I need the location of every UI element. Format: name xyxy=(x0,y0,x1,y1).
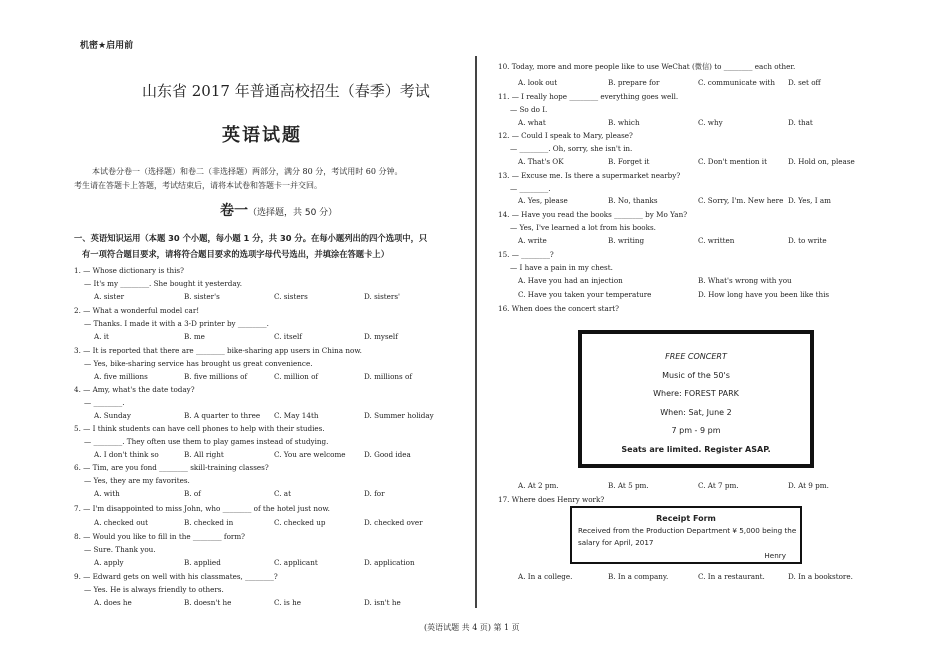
option-d: D. Good idea xyxy=(364,450,411,459)
question-13-line-1: 13. — Excuse me. Is there a supermarket nearby? xyxy=(498,171,681,180)
question-6-line-1: 6. — Tim, are you fond ________ skill-training classes? xyxy=(74,463,269,472)
question-12-line-2: — ________. Oh, sorry, she isn't in. xyxy=(510,144,633,154)
question-14-line-1: 14. — Have you read the books ________ by Mo Yan? xyxy=(498,210,688,219)
question-9-line-2: — Yes. He is always friendly to others. xyxy=(84,585,224,595)
option-c: C. In a restaurant. xyxy=(698,572,765,581)
option-c: C. written xyxy=(698,236,735,245)
option-d: D. checked over xyxy=(364,518,423,527)
option-c: C. Sorry, I'm. New here xyxy=(698,196,784,205)
question-14 xyxy=(498,208,687,234)
question-15-line-2: — I have a pain in my chest. xyxy=(510,263,613,273)
question-6 xyxy=(74,461,269,487)
question-3 xyxy=(74,344,362,370)
receipt-form xyxy=(570,506,802,564)
question-7 xyxy=(74,502,330,515)
option-a: A. what xyxy=(518,118,546,127)
question-1-line-1: 1. — Whose dictionary is this? xyxy=(74,266,184,275)
option-c: C. Have you taken your temperature xyxy=(518,290,652,299)
notice-seats: Seats are limited. Register ASAP. xyxy=(621,444,771,454)
option-d: D. Summer holiday xyxy=(364,411,434,420)
concert-notice xyxy=(578,330,814,468)
question-8 xyxy=(74,530,245,556)
option-b: B. sister's xyxy=(184,292,220,301)
question-8-line-2: — Sure. Thank you. xyxy=(84,545,156,555)
question-16: 16. When does the concert start? xyxy=(498,304,620,313)
option-a: A. look out xyxy=(518,78,558,87)
question-12-line-1: 12. — Could I speak to Mary, please? xyxy=(498,131,633,140)
column-divider xyxy=(475,56,477,608)
option-c: C. At 7 pm. xyxy=(698,481,739,490)
option-c: C. checked up xyxy=(274,518,326,527)
option-b: B. At 5 pm. xyxy=(608,481,649,490)
option-a: A. That's OK xyxy=(518,157,564,166)
question-3-line-1: 3. — It is reported that there are ________ bike-sharing app users in China now. xyxy=(74,346,362,355)
option-c: C. at xyxy=(274,489,291,498)
page-footer: (英语试题 共 4 页) 第 1 页 xyxy=(424,623,520,632)
subject-title: 英语试题 xyxy=(222,125,302,146)
option-d: D. myself xyxy=(364,332,398,341)
notice-time: 7 pm - 9 pm xyxy=(671,426,721,435)
option-c: C. communicate with xyxy=(698,78,776,87)
option-b: B. five millions of xyxy=(184,372,248,381)
question-10 xyxy=(498,60,795,73)
option-c: C. You are welcome xyxy=(274,450,346,459)
option-b: B. checked in xyxy=(184,518,234,527)
notice-where: Where: FOREST PARK xyxy=(653,389,739,398)
question-6-line-2: — Yes, they are my favorites. xyxy=(84,476,190,486)
question-17: 17. Where does Henry work? xyxy=(498,495,605,504)
question-12 xyxy=(498,129,633,155)
receipt-line-2: salary for April, 2017 xyxy=(578,538,654,547)
question-7-line-1: 7. — I'm disappointed to miss John, who ________ of the hotel just now. xyxy=(74,504,330,513)
section-title-line-1: 一、英语知识运用（本题 30 个小题，每小题 1 分，共 30 分。在每小题列出的四个选项中，只 xyxy=(74,233,428,243)
question-5 xyxy=(74,422,328,448)
option-b: B. which xyxy=(608,118,640,127)
question-14-line-2: — Yes, I've learned a lot from his books. xyxy=(510,223,656,233)
receipt-signer: Henry xyxy=(764,551,786,560)
option-b: B. All right xyxy=(184,450,224,459)
notice-music: Music of the 50's xyxy=(662,370,730,380)
confidential-label: 机密★启用前 xyxy=(80,41,134,51)
question-10-line-1: 10. Today, more and more people like to use WeChat (微信) to ________ each other. xyxy=(498,62,796,71)
option-a: A. with xyxy=(94,489,120,498)
option-a: A. checked out xyxy=(94,518,149,527)
option-b: B. A quarter to three xyxy=(184,411,261,420)
question-13 xyxy=(498,169,680,195)
question-15 xyxy=(498,248,613,274)
notice-title: FREE CONCERT xyxy=(665,352,727,361)
question-4 xyxy=(74,383,195,409)
option-c: C. sisters xyxy=(274,292,308,301)
option-b: B. Forget it xyxy=(608,157,650,166)
option-b: B. In a company. xyxy=(608,572,669,581)
question-9-line-1: 9. — Edward gets on well with his classmates, ________? xyxy=(74,572,278,581)
option-a: A. write xyxy=(518,236,547,245)
question-13-line-2: — ________. xyxy=(510,184,551,194)
option-c: C. million of xyxy=(274,372,319,381)
question-1 xyxy=(74,264,242,290)
option-a: A. sister xyxy=(94,292,125,301)
option-d: D. millions of xyxy=(364,372,413,381)
option-b: B. writing xyxy=(608,236,645,245)
question-2 xyxy=(74,304,269,330)
option-a: A. five millions xyxy=(94,372,148,381)
option-a: A. does he xyxy=(94,598,132,607)
option-b: B. me xyxy=(184,332,205,341)
question-2-line-1: 2. — What a wonderful model car! xyxy=(74,306,200,315)
option-a: A. apply xyxy=(94,558,124,567)
question-3-line-2: — Yes, bike-sharing service has brought us great convenience. xyxy=(84,359,313,369)
instructions-line-1: 本试卷分卷一（选择题）和卷二（非选择题）两部分，满分 80 分，考试用时 60 分钟。 xyxy=(92,167,403,176)
option-c: C. applicant xyxy=(274,558,318,567)
option-b: B. of xyxy=(184,489,201,498)
question-9 xyxy=(74,570,278,596)
option-a: A. In a college. xyxy=(518,572,573,581)
question-5-line-2: — ________. They often use them to play games instead of studying. xyxy=(84,437,329,447)
option-d: D. In a bookstore. xyxy=(788,572,853,581)
option-b: B. What's wrong with you xyxy=(698,276,792,285)
option-d: D. How long have you been like this xyxy=(698,290,830,299)
option-a: A. I don't think so xyxy=(94,450,159,459)
question-8-line-1: 8. — Would you like to fill in the ________ form? xyxy=(74,532,246,541)
option-d: D. that xyxy=(788,118,813,127)
option-b: B. applied xyxy=(184,558,221,567)
question-15-line-1: 15. — ________? xyxy=(498,250,554,259)
option-a: A. At 2 pm. xyxy=(518,481,559,490)
option-b: B. prepare for xyxy=(608,78,660,87)
option-d: D. set off xyxy=(788,78,821,87)
option-d: D. for xyxy=(364,489,385,498)
receipt-title: Receipt Form xyxy=(656,514,716,523)
option-d: D. isn't he xyxy=(364,598,401,607)
option-a: A. Yes, please xyxy=(518,196,568,205)
exam-title: 山东省 2017 年普通高校招生（春季）考试 xyxy=(142,82,430,100)
question-1-line-2: — It's my ________. She bought it yesterday. xyxy=(84,279,243,289)
question-11-line-2: — So do I. xyxy=(510,105,548,115)
question-11-line-1: 11. — I really hope ________ everything goes well. xyxy=(498,92,679,101)
option-c: C. is he xyxy=(274,598,301,607)
option-c: C. why xyxy=(698,118,723,127)
option-b: B. doesn't he xyxy=(184,598,232,607)
receipt-line-1: Received from the Production Department ¥ 5,000 being the xyxy=(578,526,797,535)
instructions-line-2: 考生请在答题卡上答题，考试结束后，请将本试卷和答题卡一并交回。 xyxy=(74,181,322,190)
section-title-line-2: 有一项符合题目要求，请将符合题目要求的选项字母代号选出，并填涂在答题卡上） xyxy=(82,249,389,259)
option-d: D. Yes, I am xyxy=(788,196,831,205)
option-d: D. Hold on, please xyxy=(788,157,855,166)
question-2-line-2: — Thanks. I made it with a 3-D printer by ________. xyxy=(84,319,269,329)
question-4-line-1: 4. — Amy, what's the date today? xyxy=(74,385,195,394)
volume-title: 卷一 xyxy=(220,203,248,219)
question-5-line-1: 5. — I think students can have cell phones to help with their studies. xyxy=(74,424,325,433)
option-c: C. Don't mention it xyxy=(698,157,767,166)
option-d: D. sisters' xyxy=(364,292,400,301)
notice-when: When: Sat, June 2 xyxy=(660,407,732,417)
option-c: C. itself xyxy=(274,332,302,341)
volume-note: （选择题，共 50 分） xyxy=(248,208,338,218)
option-a: A. it xyxy=(94,332,109,341)
option-a: A. Sunday xyxy=(94,411,131,420)
question-4-line-2: — ________. xyxy=(84,398,125,408)
option-c: C. May 14th xyxy=(274,411,319,420)
option-d: D. application xyxy=(364,558,415,567)
question-11 xyxy=(498,90,678,116)
option-d: D. to write xyxy=(788,236,827,245)
option-d: D. At 9 pm. xyxy=(788,481,829,490)
volume-heading xyxy=(220,200,337,220)
option-a: A. Have you had an injection xyxy=(518,276,623,285)
option-b: B. No, thanks xyxy=(608,196,658,205)
